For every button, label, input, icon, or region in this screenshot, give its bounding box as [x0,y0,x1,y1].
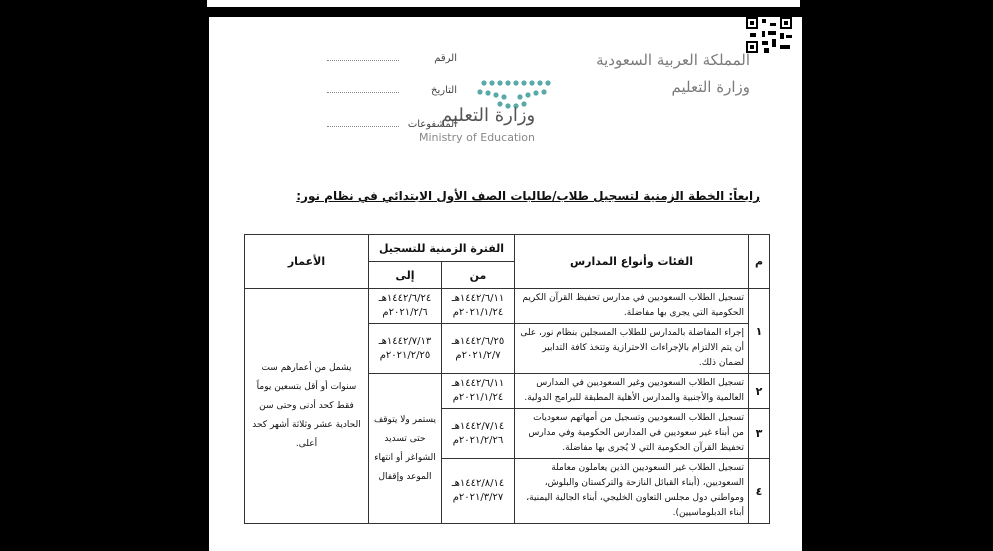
section-heading: رابعاً: الخطة الزمنية لتسجيل طلاب/طالبات الصف الأول الابتدائي في نظام نور: [296,189,760,203]
meta-date [337,85,457,96]
header-period: الفترة الزمنية للتسجيل [369,235,515,262]
row-description: تسجيل الطلاب السعوديين وغير السعوديين في المدارس العالمية والأجنبية والمدارس الأهلية المطبقة للبرامج الدولية. [515,374,749,409]
row-number: ٤ [749,459,770,524]
header-m: م [749,235,770,289]
header-to: إلى [369,262,442,289]
date-label: التاريخ [431,85,457,96]
letterhead-kingdom-ministry [596,47,750,101]
header-categories: الفئات وأنواع المدارس [515,235,749,289]
logo-english-text: Ministry of Education [419,131,536,144]
meta-number [337,53,457,64]
previous-page-edge [207,0,800,7]
row-description: تسجيل الطلاب غير السعوديين الذين يعاملون معاملة السعوديين، (أبناء القبائل النازحة والتركستان والبلوش، ومواطني دول مجلس التعاون الخليجي، أبناء الجالية اليمنية، أبناء الدبلوماسيين). [515,459,749,524]
meta-attachments [337,119,457,130]
row-description: تسجيل الطلاب السعوديين في مدارس تحفيظ القرآن الكريم الحكومية التي يجرى بها مفاضلة. [515,289,749,324]
header-ages: الأعمار [245,235,369,289]
to-date: ١٤٤٢/٦/٢٤هـ ٢٠٢١/٢/٦م [369,289,442,324]
ages-note: يشمل من أعمارهم ست سنوات أو أقل بتسعين يوماً فقط كحد أدنى وحتى سن الحادية عشر وثلاثة أشهر كحد أعلى. [245,289,369,524]
row-number: ١ [749,289,770,374]
registration-schedule-table [244,234,770,524]
row-number: ٢ [749,374,770,409]
qr-code-icon [746,17,792,53]
document-page [209,17,802,551]
ministry-name: وزارة التعليم [671,78,750,96]
from-date: ١٤٤٢/٦/١١هـ ٢٠٢١/١/٢٤م [442,374,515,409]
from-date: ١٤٤٢/٧/١٤هـ ٢٠٢١/٢/٢٦م [442,409,515,459]
from-date: ١٤٤٢/٨/١٤هـ ٢٠٢١/٣/٢٧م [442,459,515,524]
from-date: ١٤٤٢/٦/١١هـ ٢٠٢١/١/٢٤م [442,289,515,324]
logo-arabic-text: وزارة التعليم [441,105,536,126]
from-date: ١٤٤٢/٦/٢٥هـ ٢٠٢١/٢/٧م [442,324,515,374]
kingdom-name: المملكة العربية السعودية [596,51,750,69]
attachments-label: المشفوعات [407,119,457,130]
table-row [245,289,770,324]
number-label: الرقم [434,53,457,64]
row-description: تسجيل الطلاب السعوديين وتسجيل من أمهاتهم سعوديات من أبناء غير سعوديين في المدارس الحكومية وفي مدارس تحفيظ القرآن الحكومية التي لا يُجرى بها مفاضلة. [515,409,749,459]
to-date: ١٤٤٢/٧/١٣هـ ٢٠٢١/٢/٢٥م [369,324,442,374]
row-description: إجراء المفاضلة بالمدارس للطلاب المسجلين بنظام نور، على أن يتم الالتزام بالإجراءات الاحترازية وتتخذ كافة التدابير لضمان ذلك. [515,324,749,374]
header-from: من [442,262,515,289]
continuous-note: يستمر ولا يتوقف حتى تسديد الشواغر أو انتهاء الموعد وإقفال [369,374,442,524]
row-number: ٣ [749,409,770,459]
